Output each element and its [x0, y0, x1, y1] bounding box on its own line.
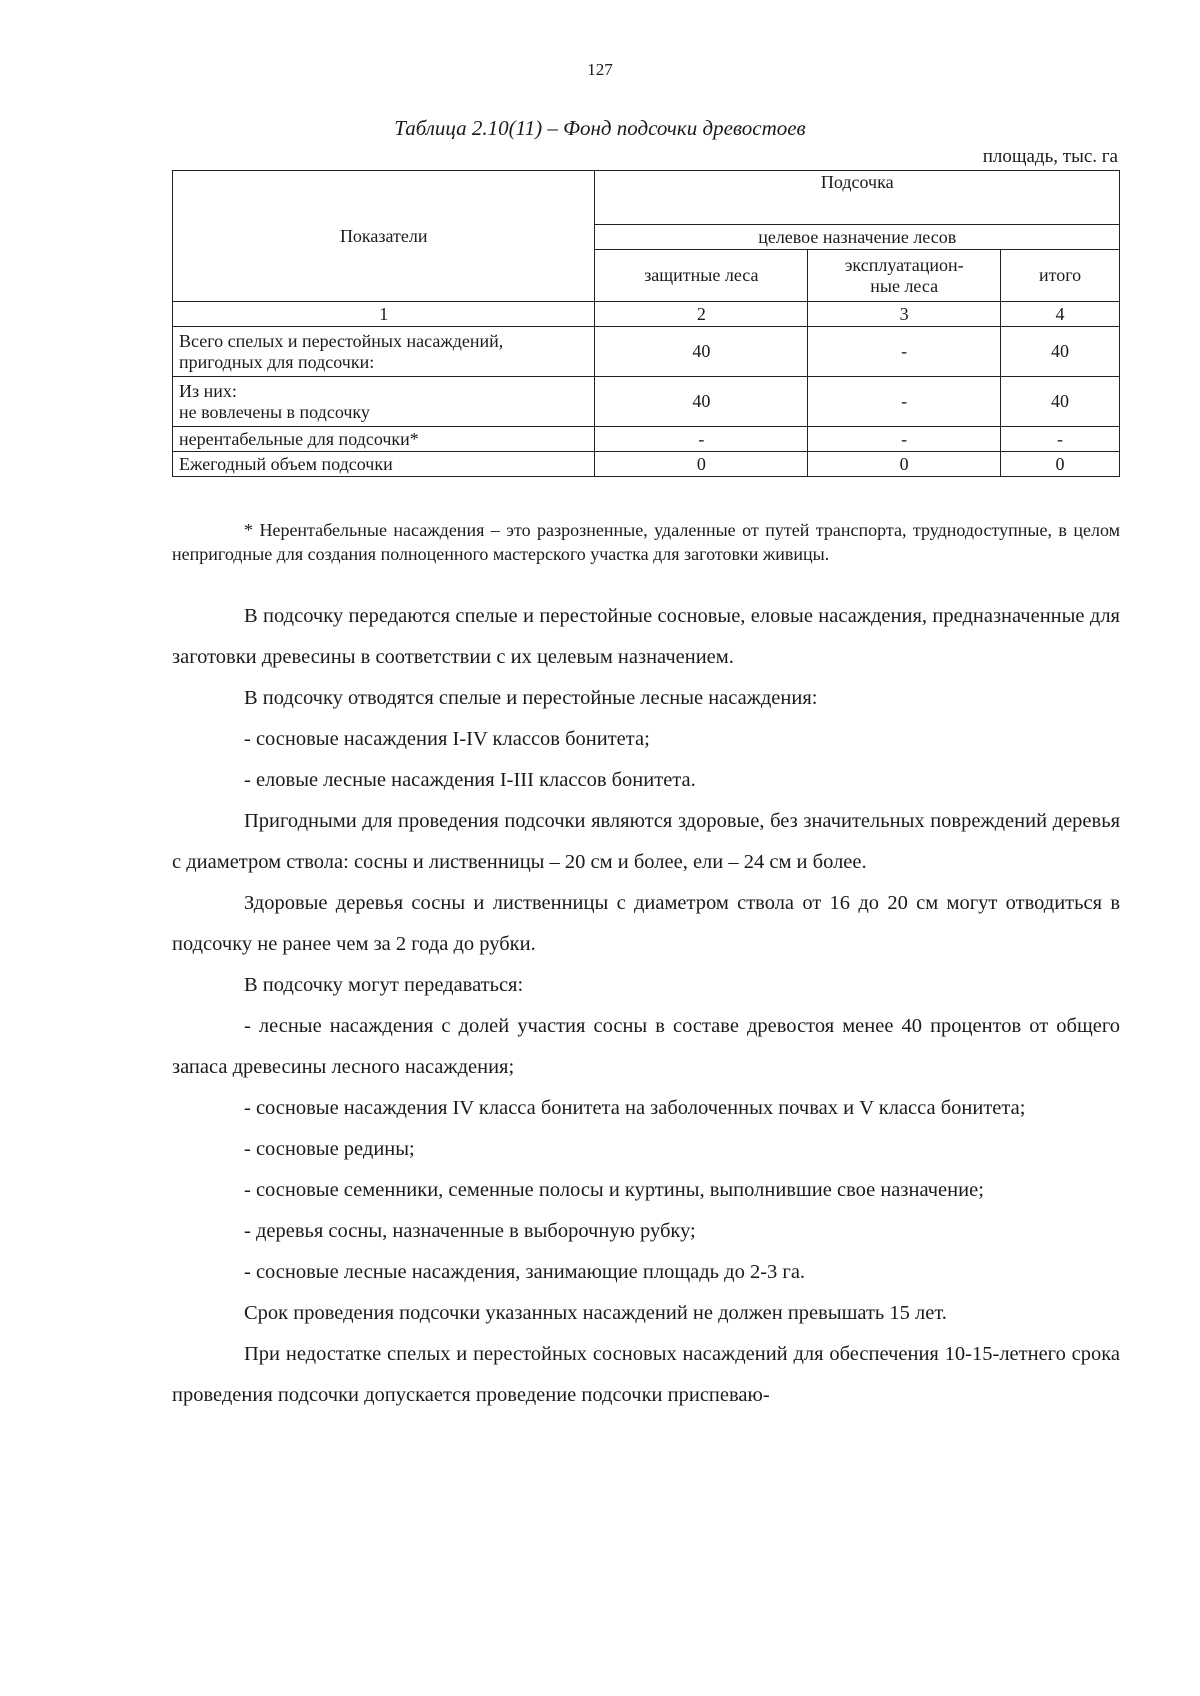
table-row [173, 327, 1120, 377]
paragraph: Срок проведения подсочки указанных насаждений не должен превышать 15 лет. [244, 1302, 947, 1324]
row-label: нерентабельные для подсочки* [173, 427, 595, 452]
header-total: итого [1001, 250, 1120, 302]
cell-protective: 40 [595, 377, 808, 427]
cell-exploitation: 0 [808, 452, 1001, 477]
list-item: - деревья сосны, назначенные в выборочную рубку; [244, 1220, 696, 1242]
row-label-line2: не вовлечены в подсочку [179, 401, 370, 422]
column-number: 1 [173, 302, 595, 327]
paragraph: В подсочку отводятся спелые и перестойные лесные насаждения: [244, 687, 818, 709]
header-indicators: Показатели [173, 171, 595, 302]
cell-protective: 40 [595, 327, 808, 377]
cell-protective: 0 [595, 452, 808, 477]
header-exploitation-line1: эксплуатацион- [844, 254, 964, 275]
header-exploitation-forests [808, 250, 1001, 302]
column-number: 4 [1001, 302, 1120, 327]
list-item: - лесные насаждения с долей участия сосны в составе древостоя менее 40 процентов от общего запаса древесины лесного насаждения; [172, 1015, 1120, 1078]
table-row [173, 377, 1120, 427]
units-note: площадь, тыс. га [982, 146, 1118, 167]
cell-total: 0 [1001, 452, 1120, 477]
paragraph: Здоровые деревья сосны и лиственницы с диаметром ствола от 16 до 20 см могут отводиться в подсочку не ранее чем за 2 года до рубки. [172, 892, 1120, 955]
cell-exploitation: - [808, 427, 1001, 452]
cell-total: - [1001, 427, 1120, 452]
list-item: - еловые лесные насаждения I-III классов бонитета. [244, 769, 696, 791]
list-item: - сосновые насаждения I-IV классов бонитета; [244, 728, 650, 750]
footnote-text: * Нерентабельные насаждения – это разрозненные, удаленные от путей транспорта, труднодоступные, в целом непригодные для создания полноценного мастерского участка для заготовки живицы. [172, 520, 1120, 564]
list-item: - сосновые насаждения IV класса бонитета на заболоченных почвах и V класса бонитета; [244, 1097, 1026, 1119]
table-caption: Таблица 2.10(11) – Фонд подсочки древостоев [394, 116, 806, 140]
column-number: 3 [808, 302, 1001, 327]
header-exploitation-line2: ные леса [870, 275, 939, 296]
tapping-fund-table [172, 170, 1120, 477]
paragraph: В подсочку передаются спелые и перестойные сосновые, еловые насаждения, предназначенные для заготовки древесины в соответствии с их целевым назначением. [172, 605, 1120, 668]
column-number: 2 [595, 302, 808, 327]
table-row [173, 427, 1120, 452]
header-protective-forests: защитные леса [595, 250, 808, 302]
cell-protective: - [595, 427, 808, 452]
cell-total: 40 [1001, 377, 1120, 427]
paragraph: Пригодными для проведения подсочки являются здоровые, без значительных повреждений деревья с диаметром ствола: сосны и лиственницы – 20 см и более, ели – 24 см и более. [172, 810, 1120, 873]
column-number-row [173, 302, 1120, 327]
paragraph: В подсочку могут передаваться: [244, 974, 524, 996]
row-label [173, 327, 595, 377]
table-row [173, 452, 1120, 477]
header-forest-purpose: целевое назначение лесов [595, 225, 1120, 250]
header-tapping: Подсочка [595, 171, 1120, 225]
cell-total: 40 [1001, 327, 1120, 377]
row-label: Ежегодный объем подсочки [173, 452, 595, 477]
row-label-line1: Из них: [179, 380, 237, 401]
cell-exploitation: - [808, 377, 1001, 427]
cell-exploitation: - [808, 327, 1001, 377]
body-text [172, 596, 1120, 1416]
row-label-line2: пригодных для подсочки: [179, 351, 375, 372]
row-label-line1: Всего спелых и перестойных насаждений, [179, 330, 504, 351]
page-number: 127 [587, 60, 613, 79]
row-label [173, 377, 595, 427]
list-item: - сосновые редины; [244, 1138, 415, 1160]
list-item: - сосновые семенники, семенные полосы и куртины, выполнившие свое назначение; [244, 1179, 984, 1201]
footnote [172, 518, 1120, 566]
paragraph: При недостатке спелых и перестойных сосновых насаждений для обеспечения 10-15-летнего срока проведения подсочки допускается проведение подсочки приспеваю- [172, 1343, 1120, 1406]
list-item: - сосновые лесные насаждения, занимающие площадь до 2-3 га. [244, 1261, 806, 1283]
